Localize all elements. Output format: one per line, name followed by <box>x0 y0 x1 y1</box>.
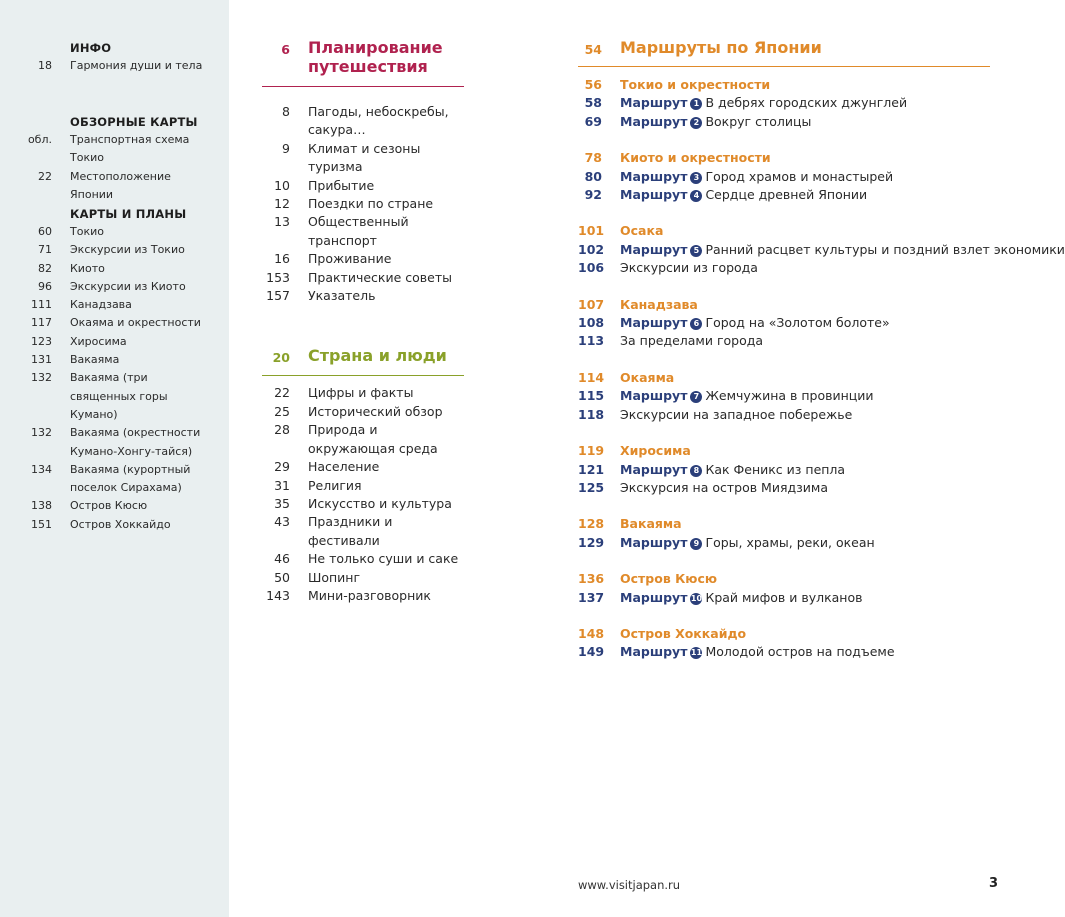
region-block <box>578 570 990 607</box>
map-list-item[interactable] <box>0 424 229 461</box>
map-list-item[interactable] <box>0 461 229 498</box>
page-number-label: 9 <box>282 140 290 156</box>
page-number-label: 157 <box>266 288 290 304</box>
route-entry[interactable] <box>578 589 990 607</box>
page-number-label: 46 <box>274 551 290 567</box>
route-label: Маршрут <box>620 534 688 550</box>
page-number-label: 117 <box>31 316 52 330</box>
map-list-item[interactable] <box>0 223 229 241</box>
toc-entry[interactable] <box>262 458 464 476</box>
entry-text <box>620 168 893 186</box>
toc-entry[interactable] <box>262 513 464 550</box>
entry-page: 125 <box>578 479 605 495</box>
toc-entry[interactable] <box>262 421 464 458</box>
region-heading[interactable] <box>578 76 990 94</box>
entry-page: 129 <box>578 534 605 550</box>
entry-title: Вакаяма (курортный поселок Сирахама) <box>70 462 191 495</box>
entry-title: Указатель <box>308 288 376 304</box>
page-number-label: 153 <box>266 269 290 285</box>
page-number-label: 131 <box>31 353 52 367</box>
entry-text <box>620 479 828 497</box>
route-entry[interactable] <box>578 168 990 186</box>
route-entry[interactable] <box>578 387 990 405</box>
map-list-item[interactable] <box>0 516 229 534</box>
planning-title: Планирование путешествия <box>308 38 443 76</box>
region-heading[interactable] <box>578 296 990 314</box>
route-number-badge: 4 <box>690 190 702 202</box>
route-label: Маршрут <box>620 461 688 477</box>
route-entry[interactable] <box>578 406 990 424</box>
region-name: Киото и окрестности <box>620 150 771 166</box>
page-number-label: 22 <box>38 169 52 183</box>
page-number-label: 35 <box>274 495 290 511</box>
route-number-badge: 1 <box>690 98 702 110</box>
page-number-label: 82 <box>38 261 52 275</box>
entry-title: Токио <box>70 225 104 238</box>
page-number-label: 96 <box>38 279 52 293</box>
route-entry[interactable] <box>578 643 990 661</box>
routes-page: 54 <box>584 42 602 57</box>
route-number-badge: 6 <box>690 318 702 330</box>
country-title: Страна и люди <box>308 346 447 366</box>
toc-entry[interactable] <box>262 195 464 213</box>
overview-maps-title: ОБЗОРНЫЕ КАРТЫ <box>70 115 198 129</box>
page-number-label: 123 <box>31 334 52 348</box>
region-heading[interactable] <box>578 369 990 387</box>
region-name: Хиросима <box>620 443 691 459</box>
page-number-label: 151 <box>31 517 52 531</box>
entry-title: Хиросима <box>70 334 127 348</box>
page-number-label: 143 <box>266 587 290 603</box>
route-label: Маршрут <box>620 589 688 605</box>
entry-page: 92 <box>584 187 602 203</box>
entry-title: Как Феникс из пепла <box>705 461 846 477</box>
entry-title: Экскурсия на остров Миядзима <box>620 479 828 495</box>
region-heading[interactable] <box>578 222 990 240</box>
region-block <box>578 369 990 424</box>
entry-title: Природа и окружающая среда <box>308 422 438 456</box>
toc-entry[interactable] <box>262 177 464 195</box>
entry-title: Шопинг <box>308 569 361 585</box>
map-list-item[interactable] <box>0 333 229 351</box>
overview-maps-list <box>0 131 229 204</box>
entry-text <box>620 241 1065 259</box>
page-number-label: 71 <box>38 243 52 257</box>
entry-title: Край мифов и вулканов <box>705 589 863 605</box>
entry-text <box>620 186 867 204</box>
route-number-badge: 8 <box>690 465 702 477</box>
entry-title: Молодой остров на подъеме <box>705 644 895 660</box>
entry-text <box>620 332 763 350</box>
entry-title: Цифры и факты <box>308 385 414 401</box>
entry-title: Мини-разговорник <box>308 587 431 603</box>
route-label: Маршрут <box>620 644 688 660</box>
entry-title: Не только суши и саке <box>308 551 459 567</box>
entry-title: Местоположение Японии <box>70 169 171 201</box>
entry-title: Искусство и культура <box>308 495 452 511</box>
toc-entry[interactable] <box>262 550 464 568</box>
region-page: 78 <box>584 150 602 166</box>
route-entry[interactable] <box>578 94 990 112</box>
entry-page: 58 <box>584 95 602 111</box>
toc-entry[interactable] <box>262 403 464 421</box>
region-heading[interactable] <box>578 442 990 460</box>
page-number-label: 31 <box>274 477 290 493</box>
route-entry[interactable] <box>578 332 990 350</box>
entry-text <box>620 259 758 277</box>
page-number: 3 <box>988 876 998 891</box>
entry-page: 149 <box>578 644 605 660</box>
planning-divider <box>262 86 464 87</box>
maps-section <box>0 205 229 534</box>
page-number-label: 60 <box>38 225 52 238</box>
route-entry[interactable] <box>578 259 990 277</box>
route-number-badge: 3 <box>690 172 702 184</box>
route-number-badge: 9 <box>690 538 702 550</box>
routes-divider <box>578 66 990 67</box>
route-label: Маршрут <box>620 168 688 184</box>
toc-entry[interactable] <box>262 495 464 513</box>
entry-title: Окаяма и окрестности <box>70 316 201 330</box>
map-list-item[interactable] <box>0 351 229 369</box>
region-name: Окаяма <box>620 369 675 385</box>
route-entry[interactable] <box>578 534 990 552</box>
entry-text <box>620 387 874 405</box>
routes-column <box>578 38 1065 662</box>
route-number-badge: 11 <box>690 648 703 658</box>
entry-text <box>620 314 890 332</box>
entry-title: Экскурсии из города <box>620 260 758 276</box>
region-page: 101 <box>578 223 605 239</box>
region-page: 128 <box>578 516 605 532</box>
toc-entry[interactable] <box>262 477 464 495</box>
map-list-item[interactable] <box>0 241 229 259</box>
entry-title: Ранний расцвет культуры и поздний взлет экономики <box>705 241 1065 257</box>
entry-page: 118 <box>578 406 605 422</box>
region-name: Остров Хоккайдо <box>620 625 747 641</box>
region-block <box>578 515 990 552</box>
planning-list <box>262 103 464 305</box>
toc-entry[interactable] <box>262 569 464 587</box>
footer-url[interactable]: www.visitjapan.ru <box>578 878 681 892</box>
map-list-item[interactable] <box>0 131 229 168</box>
entry-title: Вокруг столицы <box>705 113 812 129</box>
region-page: 136 <box>578 571 605 587</box>
sidebar-panel <box>0 0 229 917</box>
region-block <box>578 76 990 131</box>
entry-page: 102 <box>578 241 605 257</box>
entry-title: Прибытие <box>308 177 375 193</box>
entry-page: 106 <box>578 260 605 276</box>
map-list-item[interactable] <box>0 260 229 278</box>
route-number-badge: 10 <box>690 593 703 603</box>
entry-title: Проживание <box>308 251 392 267</box>
route-number-badge: 2 <box>690 117 702 129</box>
overview-maps-section <box>0 113 229 204</box>
entry-page: 113 <box>578 333 605 349</box>
entry-title: Климат и сезоны туризма <box>308 140 421 175</box>
toc-entry[interactable] <box>262 103 464 140</box>
region-heading[interactable] <box>578 149 990 167</box>
page-number-label: 25 <box>274 403 290 419</box>
region-heading[interactable] <box>578 515 990 533</box>
routes-heading[interactable] <box>578 38 990 57</box>
route-entry[interactable] <box>578 479 990 497</box>
page-number-label: 138 <box>31 499 52 513</box>
page-number-label: 18 <box>38 59 52 72</box>
entry-title: Сердце древней Японии <box>705 187 868 203</box>
entry-title: Вакаяма (окрестности Кумано-Хонгу-тайся) <box>70 426 201 458</box>
entry-title: За пределами города <box>620 333 764 349</box>
entry-title: Экскурсии из Токио <box>70 243 185 257</box>
maps-list <box>0 223 229 534</box>
entry-title: Вакаяма <box>70 353 120 367</box>
country-list <box>262 384 464 605</box>
entry-title: Жемчужина в провинции <box>705 388 874 404</box>
entry-title: Город храмов и монастырей <box>705 168 894 184</box>
page-number-label: 111 <box>31 298 52 312</box>
routes-title: Маршруты по Японии <box>620 38 822 57</box>
map-list-item[interactable] <box>0 168 229 205</box>
route-entry[interactable] <box>578 186 990 204</box>
toc-entry[interactable] <box>262 140 464 177</box>
toc-entry[interactable] <box>262 213 464 250</box>
entry-title: Гармония души и тела <box>70 59 203 72</box>
map-list-item[interactable] <box>0 296 229 314</box>
entry-title: Праздники и фестивали <box>308 514 393 548</box>
country-page: 20 <box>272 350 290 366</box>
route-label: Маршрут <box>620 241 688 257</box>
page-number-label: 132 <box>31 426 52 440</box>
entry-title: Поездки по стране <box>308 196 434 212</box>
map-list-item[interactable] <box>0 278 229 296</box>
page-number-label: 134 <box>31 462 52 476</box>
map-list-item[interactable] <box>0 369 229 424</box>
route-entry[interactable] <box>578 314 990 332</box>
region-block <box>578 296 990 351</box>
region-block <box>578 442 990 497</box>
entry-page: 121 <box>578 461 605 477</box>
region-name: Вакаяма <box>620 516 682 532</box>
map-list-item[interactable] <box>0 314 229 332</box>
entry-title: Остров Хоккайдо <box>70 517 171 531</box>
page-number-label: 28 <box>274 422 290 438</box>
region-heading[interactable] <box>578 625 990 643</box>
region-name: Остров Кюсю <box>620 571 718 587</box>
entry-page: 69 <box>584 113 602 129</box>
entry-page: 108 <box>578 315 605 331</box>
page-number-label: 10 <box>274 177 290 193</box>
planning-column <box>262 38 464 605</box>
map-list-item[interactable] <box>0 497 229 515</box>
entry-title: Экскурсии из Киото <box>70 279 186 293</box>
entry-text <box>620 113 811 131</box>
region-page: 107 <box>578 296 605 312</box>
toc-entry[interactable] <box>262 287 464 305</box>
region-name: Канадзава <box>620 296 698 312</box>
entry-title: В дебрях городских джунглей <box>705 95 908 111</box>
page-number-label: 43 <box>274 514 290 530</box>
entry-text <box>620 643 895 661</box>
entry-title: Канадзава <box>70 298 132 312</box>
page-number-label: 29 <box>274 459 290 475</box>
info-title: ИНФО <box>70 41 112 55</box>
entry-page: 137 <box>578 589 605 605</box>
region-block <box>578 222 1065 277</box>
toc-entry[interactable] <box>262 384 464 402</box>
maps-title: КАРТЫ И ПЛАНЫ <box>70 207 187 221</box>
map-list-item[interactable] <box>0 57 229 75</box>
toc-entry[interactable] <box>262 587 464 605</box>
page-number-label: 13 <box>274 214 290 230</box>
page-number-label: 132 <box>31 371 52 385</box>
entry-text <box>620 534 875 552</box>
entry-title: Исторический обзор <box>308 403 443 419</box>
entry-title: Пагоды, небоскребы, сакура… <box>308 104 449 138</box>
country-heading[interactable] <box>262 346 464 365</box>
route-label: Маршрут <box>620 187 688 203</box>
route-entry[interactable] <box>578 461 990 479</box>
route-number-badge: 7 <box>690 391 702 403</box>
country-divider <box>262 375 464 376</box>
route-label: Маршрут <box>620 95 688 111</box>
entry-title: Остров Кюсю <box>70 499 148 513</box>
routes-regions <box>578 76 1065 662</box>
entry-title: Город на «Золотом болоте» <box>705 315 890 331</box>
entry-page: 80 <box>584 168 602 184</box>
region-block <box>578 149 990 204</box>
entry-text <box>620 461 845 479</box>
toc-entry[interactable] <box>262 250 464 268</box>
toc-entry[interactable] <box>262 269 464 287</box>
route-label: Маршрут <box>620 315 688 331</box>
route-label: Маршрут <box>620 388 688 404</box>
region-page: 56 <box>584 77 602 92</box>
region-page: 148 <box>578 625 605 641</box>
entry-title: Население <box>308 459 380 475</box>
entry-title: Религия <box>308 477 362 493</box>
region-block <box>578 625 990 662</box>
entry-title: Общественный транспорт <box>308 214 409 248</box>
entry-title: Транспортная схема Токио <box>70 133 190 165</box>
entry-text <box>620 589 863 607</box>
planning-page: 6 <box>281 42 290 57</box>
entry-title: Горы, храмы, реки, океан <box>705 534 875 550</box>
entry-text <box>620 94 907 112</box>
page-number-label: 22 <box>274 385 290 401</box>
route-number-badge: 5 <box>690 245 702 257</box>
region-page: 114 <box>578 369 605 385</box>
entry-title: Киото <box>70 261 105 275</box>
region-name: Осака <box>620 223 664 239</box>
info-list <box>0 57 229 75</box>
route-label: Маршрут <box>620 113 688 129</box>
region-heading[interactable] <box>578 570 990 588</box>
entry-title: Вакаяма (три священных горы Кумано) <box>70 371 168 421</box>
region-name: Токио и окрестности <box>620 77 771 92</box>
page-number-label: 8 <box>282 104 290 119</box>
page-number-label: 12 <box>274 196 290 212</box>
page-number-label: обл. <box>27 133 52 146</box>
entry-page: 115 <box>578 388 605 404</box>
entry-title: Экскурсии на западное побережье <box>620 406 853 422</box>
info-section <box>0 39 229 75</box>
region-page: 119 <box>578 443 605 459</box>
route-entry[interactable] <box>578 241 1065 259</box>
planning-heading[interactable] <box>262 38 464 76</box>
entry-title: Практические советы <box>308 269 452 285</box>
route-entry[interactable] <box>578 113 990 131</box>
entry-text <box>620 406 852 424</box>
page-number-label: 50 <box>274 569 290 585</box>
page-number-label: 16 <box>274 251 290 267</box>
